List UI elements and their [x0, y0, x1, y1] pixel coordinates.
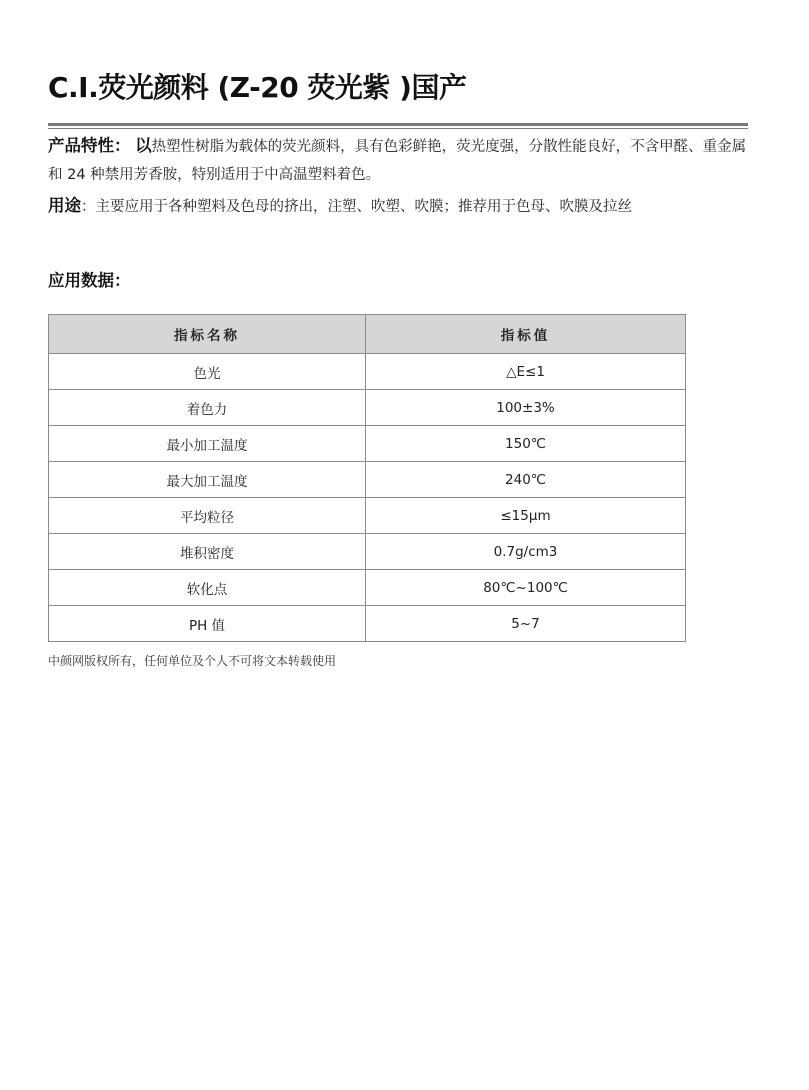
indicator-value-cell: 80℃~100℃ [366, 570, 686, 606]
indicator-name-cell: 平均粒径 [49, 498, 366, 534]
header-indicator-value: 指标值 [366, 315, 686, 354]
indicator-name-cell: 堆积密度 [49, 534, 366, 570]
application-data-heading: 应用数据： [48, 271, 131, 290]
indicator-name-cell: 软化点 [49, 570, 366, 606]
indicator-value-cell: 240℃ [366, 462, 686, 498]
indicator-name-cell: 最大加工温度 [49, 462, 366, 498]
indicator-value-cell: 150℃ [366, 426, 686, 462]
product-features-lead: 以 [135, 136, 152, 155]
indicator-name-cell: 色光 [49, 354, 366, 390]
table-row [49, 498, 686, 534]
indicator-name-cell: 最小加工温度 [49, 426, 366, 462]
indicator-name-cell: PH 值 [49, 606, 366, 642]
indicator-value-cell: 100±3% [366, 390, 686, 426]
table-header-row [49, 315, 686, 354]
indicator-value-cell: ≤15μm [366, 498, 686, 534]
title-divider-thick [48, 123, 748, 126]
table-row [49, 606, 686, 642]
table-row [49, 534, 686, 570]
title-divider-thin [48, 128, 748, 129]
copyright-footnote: 中颜网版权所有，任何单位及个人不可将文本转载使用 [48, 654, 337, 668]
usage-text: ：主要应用于各种塑料及色母的挤出，注塑、吹塑、吹膜；推荐用于色母、吹膜及拉丝 [81, 199, 632, 215]
indicator-name-cell: 着色力 [49, 390, 366, 426]
indicator-value-cell: △E≤1 [366, 354, 686, 390]
document-title: C.I.荧光颜料 (Z-20 荧光紫 )国产 [48, 71, 467, 104]
product-features-paragraph [48, 132, 753, 189]
indicator-value-cell: 0.7g/cm3 [366, 534, 686, 570]
indicator-value-cell: 5~7 [366, 606, 686, 642]
table-row [49, 462, 686, 498]
header-indicator-name: 指标名称 [49, 315, 366, 354]
product-features-label: 产品特性： [48, 136, 131, 155]
table-row [49, 354, 686, 390]
table-row [49, 570, 686, 606]
usage-label: 用途 [48, 196, 81, 215]
spec-table [48, 314, 686, 642]
table-row [49, 390, 686, 426]
usage-paragraph [48, 192, 753, 221]
table-row [49, 426, 686, 462]
product-features-text: 热塑性树脂为载体的荧光颜料，具有色彩鲜艳，荧光度强，分散性能良好，不含甲醛、重金属和 24 种禁用芳香胺，特别适用于中高温塑料着色。 [48, 139, 747, 183]
